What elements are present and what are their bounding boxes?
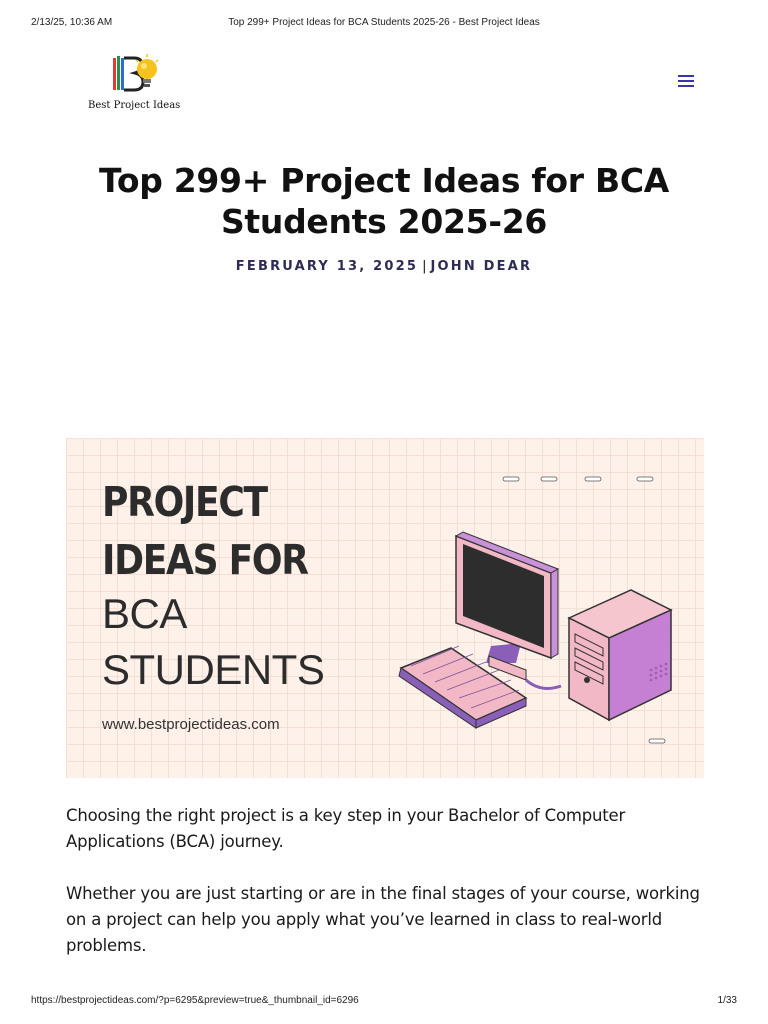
post-title: Top 299+ Project Ideas for BCA Students 2025-26: [99, 161, 669, 241]
post-date: FEBRUARY 13, 2025: [235, 259, 419, 274]
featured-image-line-3: BCA: [102, 590, 187, 637]
print-footer: [0, 995, 768, 1009]
featured-image-line-1: PROJECT: [102, 478, 267, 526]
print-datetime: 2/13/25, 10:36 AM: [31, 17, 113, 28]
computer-illustration-icon: [391, 458, 691, 758]
post-meta: [0, 259, 768, 274]
print-doc-title: Top 299+ Project Ideas for BCA Students 2025-26 - Best Project Ideas: [228, 17, 540, 28]
featured-image: [66, 438, 704, 778]
featured-image-url: www.bestprojectideas.com: [102, 716, 280, 733]
print-url: https://bestprojectideas.com/?p=6295&preview=true&_thumbnail_id=6296: [31, 995, 359, 1006]
post-author-link[interactable]: JOHN DEAR: [430, 259, 533, 274]
content-paragraph-2: Whether you are just starting or are in the final stages of your course, working on a project can help you apply what you’ve learned in class to real-world problems.: [66, 884, 700, 955]
print-page-number: 1/33: [717, 995, 737, 1006]
post-content: [66, 803, 706, 985]
hamburger-menu-icon[interactable]: [676, 72, 696, 90]
featured-image-line-4: STUDENTS: [102, 646, 325, 693]
logo-b-lightbulb-icon: [110, 52, 160, 96]
print-header: [0, 17, 768, 31]
content-paragraph-1: Choosing the right project is a key step in your Bachelor of Computer Applications (BCA) journey.: [66, 806, 626, 851]
meta-separator: |: [422, 259, 427, 274]
featured-image-line-2: IDEAS FOR: [102, 536, 308, 584]
logo-text: Best Project Ideas: [88, 100, 181, 111]
site-header: [0, 50, 768, 120]
site-logo-link[interactable]: [88, 52, 180, 114]
